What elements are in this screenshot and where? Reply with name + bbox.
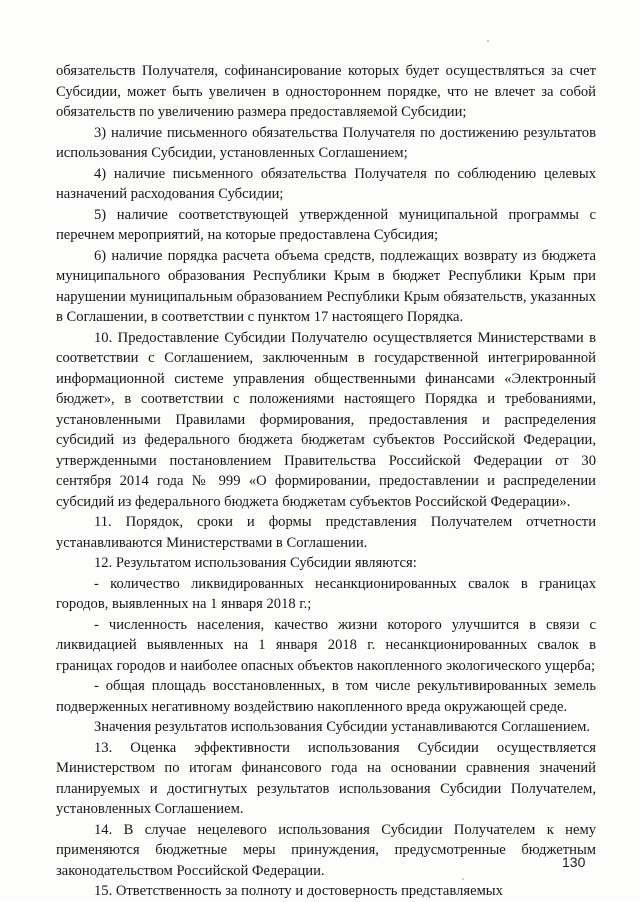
paragraph-result-item: - численность населения, качество жизни которого улучшится в связи с ликвидацией выявленных на 1 января 2018 г. несанкционированных свалок в границах городов и наиболее опасных объектов накопленного экологического ущерба;	[56, 616, 596, 674]
paragraph-clause-12: 12. Результатом использования Субсидии являются:	[94, 555, 417, 571]
paragraph-item-4: 4) наличие письменного обязательства Получателя по соблюдению целевых назначений расходования Субсидии;	[56, 165, 596, 202]
scan-speck	[487, 40, 489, 42]
page-number: 130	[562, 854, 586, 870]
paragraph-clause-11: 11. Порядок, сроки и формы представления Получателем отчетности устанавливаются Министерствами в Соглашении.	[56, 514, 596, 551]
paragraph-item-6: 6) наличие порядка расчета объема средств, подлежащих возврату из бюджета муниципального образования Республики Крым в бюджет Республики Крым при нарушении муниципальным образованием Республики Крым обязательств, указанных в Соглашении, в соответствии с пунктом 17 настоящего Порядка.	[56, 247, 596, 325]
paragraph-clause-14: 14. В случае нецелевого использования Субсидии Получателем к нему применяются бюджетные меры принуждения, предусмотренные бюджетным законодательством Российской Федерации.	[56, 821, 596, 879]
paragraph-result-item: - количество ликвидированных несанкционированных свалок в границах городов, выявленных на 1 января 2018 г.;	[56, 575, 596, 612]
paragraph-item-5: 5) наличие соответствующей утвержденной муниципальной программы с перечнем мероприятий, на которые предоставлена Субсидия;	[56, 206, 596, 243]
paragraph-clause-15: 15. Ответственность за полноту и достоверность представляемых	[94, 883, 503, 899]
document-body	[56, 61, 596, 902]
paragraph-result-values: Значения результатов использования Субсидии устанавливаются Соглашением.	[94, 719, 590, 735]
paragraph-item-3: 3) наличие письменного обязательства Получателя по достижению результатов использования Субсидии, установленных Соглашением;	[56, 124, 596, 161]
paragraph-continuation: обязательств Получателя, софинансирование которых будет осуществляться за счет Субсидии, может быть увеличен в одностороннем порядке, что не влечет за собой обязательств по увеличению размера предоставляемой Субсидии;	[56, 63, 596, 120]
paragraph-result-item: - общая площадь восстановленных, в том числе рекультивированных земель подверженных негативному воздействию накопленного вреда окружающей среде.	[56, 678, 596, 715]
paragraph-clause-10: 10. Предоставление Субсидии Получателю осуществляется Министерствами в соответствии с Соглашением, заключенным в государственной интегрированной информационной системе управления общественными финансами «Электронный бюджет», в соответствии с положениями настоящего Порядка и требованиями, установленными Правилами формирования, предоставления и распределения субсидий из федерального бюджета бюджетам субъектов Российской Федерации, утвержденными постановлением Правительства Российской Федерации от 30 сентября 2014 года № 999 «О формировании, предоставлении и распределении субсидий из федерального бюджета бюджетам субъектов Российской Федерации».	[56, 329, 596, 510]
paragraph-clause-13: 13. Оценка эффективности использования Субсидии осуществляется Министерством по итогам финансового года на основании сравнения значений планируемых и достигнутых результатов использования Субсидии Получателем, установленных Соглашением.	[56, 739, 596, 817]
scan-speck	[462, 878, 464, 880]
